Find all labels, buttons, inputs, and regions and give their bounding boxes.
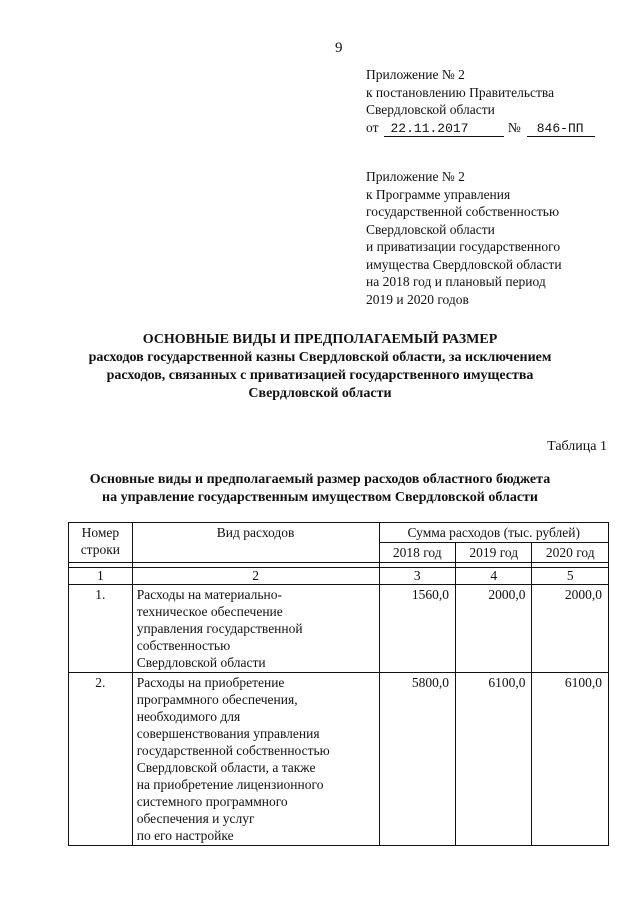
header-year: 2018 год (379, 543, 455, 563)
expense-type-cell (132, 585, 379, 673)
table-row (69, 673, 609, 846)
header-amount-group: Сумма расходов (тыс. рублей) (379, 523, 609, 543)
row-number: 2. (69, 673, 133, 846)
expenses-table (68, 522, 609, 846)
appendix-line: Свердловской области (366, 102, 495, 117)
resolution-number: 846-ПП (527, 121, 595, 137)
appendix-resolution-block (366, 66, 595, 137)
title-line: Свердловской области (248, 386, 392, 401)
appendix-line: и приватизации государственного (366, 239, 561, 254)
expense-line: системного программного (136, 794, 288, 809)
appendix-line: Приложение № 2 (366, 169, 465, 184)
row-number: 1. (69, 585, 133, 673)
appendix-line: имущества Свердловской области (366, 256, 562, 272)
title-line: ОСНОВНЫЕ ВИДЫ И ПРЕДПОЛАГАЕМЫЙ РАЗМЕР (142, 332, 498, 347)
header-row-number: Номер строки (69, 523, 133, 563)
appendix-line: на 2018 год и плановый период (366, 274, 546, 289)
column-number: 4 (455, 568, 531, 585)
column-number: 1 (69, 568, 133, 585)
column-number: 5 (532, 568, 609, 585)
expense-line: по его настройке (136, 828, 234, 843)
column-number: 2 (132, 568, 379, 585)
expense-line: совершенствования управления (136, 726, 320, 741)
appendix-program-block (366, 168, 562, 308)
amount-2018: 5800,0 (379, 673, 455, 846)
title-line: расходов, связанных с приватизацией государственного имущества (106, 368, 534, 383)
header-year: 2019 год (455, 543, 531, 563)
amount-2019: 6100,0 (455, 673, 531, 846)
expense-line: на приобретение лицензионного (136, 777, 324, 792)
amount-2019: 2000,0 (455, 585, 531, 673)
appendix-line: 2019 и 2020 годов (366, 291, 469, 307)
expense-line: государственной собственностью (136, 743, 330, 758)
expense-line: Свердловской области (136, 655, 266, 670)
page-number: 9 (335, 40, 343, 56)
table-title-line: Основные виды и предполагаемый размер расходов областного бюджета (89, 472, 551, 487)
expense-line: техническое обеспечение (136, 604, 283, 619)
amount-2020: 6100,0 (532, 673, 609, 846)
table-title-line: на управление государственным имуществом Свердловской области (102, 490, 538, 505)
table-header-row (69, 523, 609, 543)
appendix-line: к Программе управления (366, 186, 511, 202)
header-year: 2020 год (532, 543, 609, 563)
amount-2020: 2000,0 (532, 585, 609, 673)
document-title (40, 331, 600, 403)
expense-line: обеспечения и услуг (136, 811, 255, 826)
appendix-line: Свердловской области (366, 221, 495, 237)
expense-line: Расходы на приобретение (136, 675, 285, 690)
expense-line: программного обеспечения, (136, 692, 298, 707)
expense-line: управления государственной (136, 621, 303, 636)
expense-line: собственностью (136, 638, 231, 653)
amount-2018: 1560,0 (379, 585, 455, 673)
column-number: 3 (379, 568, 455, 585)
number-prefix: № (507, 119, 521, 135)
date-prefix: от (366, 119, 379, 135)
expense-line: Расходы на материально- (136, 587, 282, 602)
expense-type-cell (132, 673, 379, 846)
expense-line: необходимого для (136, 709, 241, 724)
table-row (69, 585, 609, 673)
column-number-row (69, 568, 609, 585)
expense-line: Свердловской области, а также (136, 760, 316, 775)
appendix-line: к постановлению Правительства (366, 84, 555, 100)
table-title (40, 471, 600, 507)
title-line: расходов государственной казны Свердловской области, за исключением (88, 350, 552, 365)
table-label: Таблица 1 (547, 439, 607, 454)
header-expense-type: Вид расходов (132, 523, 379, 563)
appendix-line: государственной собственностью (366, 204, 560, 219)
appendix-line: Приложение № 2 (366, 67, 465, 82)
resolution-date: 22.11.2017 (384, 121, 504, 137)
resolution-date-line (366, 119, 595, 137)
